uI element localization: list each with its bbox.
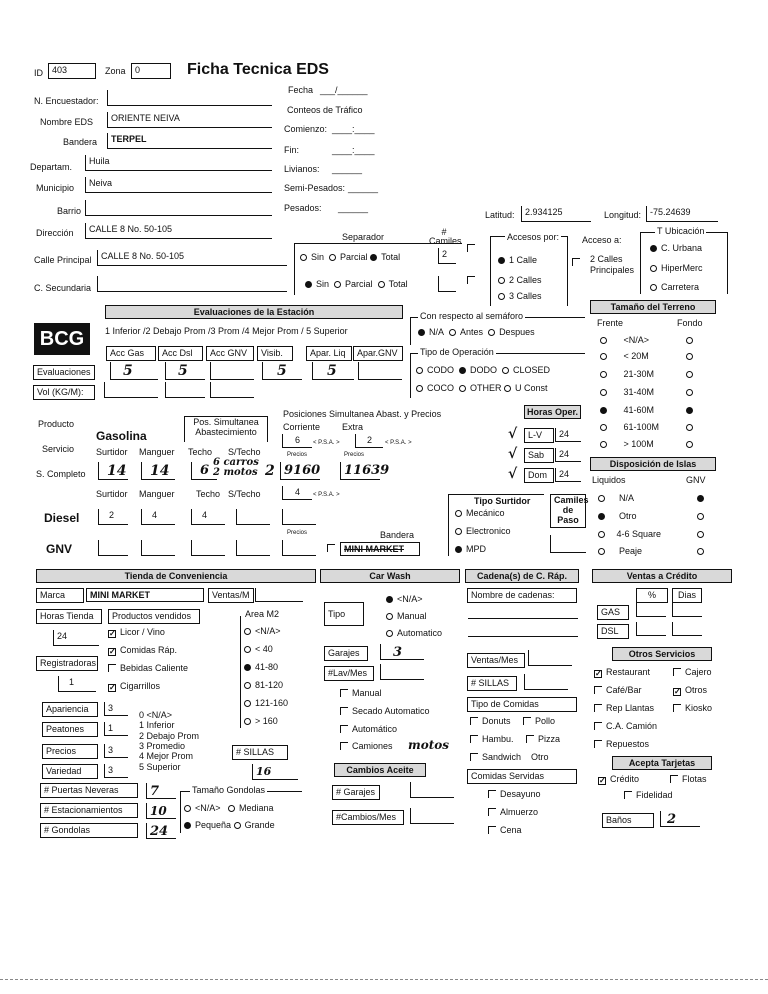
acceso-a-label: Acceso a:	[582, 235, 622, 245]
registradoras-field[interactable]: 1	[58, 676, 96, 692]
acceso-3calles[interactable]: 3 Calles	[498, 292, 542, 301]
camiles-field[interactable]: 2	[438, 248, 456, 264]
marca-field[interactable]: MINI MARKET	[86, 588, 204, 602]
camiles-paso-field[interactable]	[550, 535, 586, 553]
gnv-label: GNV	[46, 542, 73, 556]
area-120[interactable]: 81-120	[244, 681, 283, 690]
tipo-row3: Sandwich Otro	[470, 753, 549, 762]
cw-na[interactable]: <N/A>	[386, 595, 423, 604]
fecha-label: Fecha	[288, 85, 314, 95]
fin-field[interactable]: ____:____	[332, 145, 375, 155]
latitud-label: Latitud:	[485, 210, 515, 220]
horas-tienda-field[interactable]: 24	[53, 630, 99, 646]
terreno-row-5[interactable]: 61-100M	[600, 423, 659, 432]
area-na[interactable]: <N/A>	[244, 627, 281, 636]
extra-field[interactable]: 2	[355, 434, 383, 448]
semaforo-antes[interactable]	[449, 329, 456, 336]
terreno-title: Tamaño del Terreno	[590, 300, 716, 314]
bcg-logo: BCG	[34, 323, 90, 355]
islas-gnv-2[interactable]	[697, 530, 708, 539]
departamento-label: Departam.	[30, 162, 73, 172]
psa-1: < P.S.A. >	[313, 440, 340, 446]
dsl-manguer[interactable]: 4	[141, 509, 175, 525]
nombre-eds-field[interactable]: ORIENTE NEIVA	[107, 112, 272, 128]
fondo-radio-5[interactable]	[686, 423, 697, 432]
estacionamientos-field[interactable]: 10	[146, 803, 176, 819]
pos-title: Posiciones Simultanea Abast. y Precios	[283, 409, 442, 419]
gond-mediana[interactable]	[228, 805, 235, 812]
gondolas-label: # Gondolas	[40, 823, 138, 838]
credito-dsl-dias[interactable]	[672, 622, 702, 636]
id-field[interactable]: 403	[48, 63, 96, 79]
srv-repuestos[interactable]: Repuestos	[594, 740, 649, 749]
encuestador-field[interactable]	[107, 90, 272, 106]
area-gt160[interactable]: > 160	[244, 717, 278, 726]
carwash-garajes-field[interactable]: 3	[380, 644, 424, 660]
semipesados-label: Semi-Pesados:	[284, 183, 346, 193]
carwash-title: Car Wash	[320, 569, 460, 583]
cadenas-line-1	[468, 618, 578, 619]
dsl-stecho[interactable]	[236, 509, 270, 525]
zona-field[interactable]: 0	[131, 63, 171, 79]
vol-field-2[interactable]	[165, 382, 205, 398]
srv-cajero[interactable]: Cajero	[673, 668, 712, 677]
srv-restaurant[interactable]: ✓ Restaurant	[595, 667, 651, 678]
sin-radio[interactable]	[300, 254, 307, 261]
comienzo-field[interactable]: ____:____	[332, 124, 375, 134]
credito-dias-label: Dias	[672, 588, 702, 603]
barrio-field[interactable]	[85, 200, 272, 216]
camiles-paso-label: Camiles de Paso	[550, 494, 586, 528]
islas-gnv-1[interactable]	[697, 512, 708, 521]
ubicacion-carretera[interactable]: Carretera	[650, 283, 699, 292]
departamento-field[interactable]: Huila	[85, 155, 272, 171]
sillas-field[interactable]: 16	[252, 764, 298, 780]
apariencia-field[interactable]: 3	[104, 702, 128, 716]
carwash-garajes-label: Garajes	[324, 646, 368, 661]
precios-label-1: Precios	[287, 452, 308, 458]
nombre-eds-label: Nombre EDS	[40, 117, 94, 127]
municipio-field[interactable]: Neiva	[85, 177, 272, 193]
camiles-label: # Camiles	[429, 227, 462, 246]
dsl-psa-field[interactable]: 4	[282, 486, 312, 500]
fondo-radio-2[interactable]	[686, 370, 697, 379]
calle-principal-label: Calle Principal	[34, 255, 92, 265]
credito-title: Ventas a Crédito	[592, 569, 732, 583]
col-acc-gnv: Acc GNV	[206, 346, 254, 361]
vol-field-3[interactable]	[210, 382, 254, 398]
credito-dsl-pct[interactable]	[636, 622, 666, 636]
lav-mes-label: #Lav/Mes	[324, 666, 374, 681]
direccion-field[interactable]: CALLE 8 No. 50-105	[85, 223, 272, 239]
tipo-row2: Hambu. Pizza	[470, 735, 560, 744]
col-apar-liq: Apar. Liq	[306, 346, 352, 361]
prod-licor[interactable]: ✓ Licor / Vino	[109, 627, 165, 638]
fondo-radio-4[interactable]	[686, 406, 697, 415]
islas-peaje[interactable]: Peaje	[598, 547, 642, 556]
horas-sab-field[interactable]: 24	[555, 448, 581, 462]
check-mark-sab: √	[508, 446, 518, 462]
fin-label: Fin:	[284, 145, 300, 155]
op-row1: CODO DODO CLOSED	[416, 366, 550, 375]
cadena-title: Cadena(s) de C. Ráp.	[465, 569, 579, 583]
cadena-ventas-field[interactable]	[528, 650, 572, 666]
tarjeta-credito[interactable]: ✓ Crédito	[599, 774, 640, 785]
area-40[interactable]: < 40	[244, 645, 273, 654]
area-80[interactable]: 41-80	[244, 663, 278, 672]
credito-dsl-label: DSL	[597, 624, 629, 639]
bandera-label-2: Bandera	[380, 530, 415, 540]
cadenas-nombre-label: Nombre de cadenas:	[467, 588, 577, 603]
gond-row2: Pequeña Grande	[184, 821, 275, 830]
calle-secundaria-label: C. Secundaria	[34, 283, 92, 293]
tipo-comidas-label: Tipo de Comidas	[467, 697, 577, 712]
total-radio[interactable]	[370, 254, 377, 261]
precios-label-2: Precios	[344, 452, 365, 458]
banos-label: Baños	[602, 813, 654, 828]
gas-techo[interactable]: 6	[191, 462, 217, 480]
gnv-surtidor[interactable]	[98, 540, 128, 556]
zona-label: Zona	[105, 66, 126, 76]
dsl-col-techo: Techo	[196, 489, 221, 499]
gnv-manguer[interactable]	[141, 540, 175, 556]
terreno-row-6[interactable]: > 100M	[600, 440, 654, 449]
principales-check[interactable]	[572, 258, 584, 267]
col-acc-dsl: Acc Dsl	[158, 346, 203, 361]
checkbox-1[interactable]	[467, 244, 479, 253]
vol-label: Vol (KG/M):	[33, 385, 95, 400]
fondo-radio-1[interactable]	[686, 352, 697, 361]
cw-list-automatico[interactable]: Automático	[340, 725, 397, 734]
lav-mes-field[interactable]	[380, 664, 424, 680]
cw-auto[interactable]: Automatico	[386, 629, 442, 638]
islas-gnv-0[interactable]	[697, 494, 708, 503]
latitud-field[interactable]: 2.934125	[521, 206, 591, 222]
eval-acc-gnv[interactable]	[210, 362, 254, 380]
dsl-col-surtidor: Surtidor	[96, 489, 128, 499]
gond-na[interactable]	[184, 805, 191, 812]
ventas-field[interactable]	[255, 588, 303, 602]
srv-cafe[interactable]: Café/Bar	[594, 686, 642, 695]
islas-square[interactable]: 4-6 Square	[598, 530, 661, 539]
cw-list-camiones[interactable]: Camiones	[340, 742, 393, 751]
sep-row2: Sin Parcial Total	[305, 280, 408, 289]
carwash-tipo-label: Tipo	[324, 602, 364, 626]
semaforo-title: Con respecto al semáforo	[420, 311, 524, 321]
comidas-servidas-label: Comidas Servidas	[467, 769, 577, 784]
evaluaciones-title: Evaluaciones de la Estación	[105, 305, 403, 319]
precio-corriente[interactable]: 9160	[280, 462, 320, 480]
gnv-stecho[interactable]	[236, 540, 270, 556]
bandera-field[interactable]: TERPEL	[107, 133, 272, 149]
frente-label: Frente	[597, 318, 624, 328]
livianos-label: Livianos:	[284, 164, 320, 174]
vol-field-1[interactable]	[104, 382, 158, 398]
terreno-row-1[interactable]: < 20M	[600, 352, 649, 361]
acceso-2calles[interactable]: 2 Calles	[498, 276, 542, 285]
producto-label: Producto	[38, 419, 75, 429]
eval-visib[interactable]: 5	[262, 362, 302, 380]
scompleto-label: S. Completo	[36, 469, 86, 479]
semipesados-field[interactable]: ______	[348, 183, 379, 193]
banos-field[interactable]: 2	[660, 811, 700, 827]
gnv-techo[interactable]	[191, 540, 225, 556]
puertas-field[interactable]: 7	[146, 783, 176, 799]
ventas-label: Ventas/M	[208, 588, 254, 603]
almuerzo-check[interactable]: Almuerzo	[488, 808, 538, 817]
credito-gas-label: GAS	[597, 605, 629, 620]
livianos-field[interactable]: ______	[332, 164, 363, 174]
peatones-label: Peatones	[42, 722, 98, 737]
corriente-field[interactable]: 6	[282, 434, 312, 448]
servicio-label: Servicio	[42, 444, 75, 454]
horas-lv-field[interactable]: 24	[555, 428, 581, 442]
horas-tienda-label: Horas Tienda	[36, 609, 102, 624]
estacionamientos-label: # Estacionamientos	[40, 803, 138, 818]
camiles-field-2[interactable]	[438, 276, 456, 292]
page-bottom-line	[0, 979, 768, 980]
cena-check[interactable]: Cena	[488, 826, 522, 835]
terreno-row-2[interactable]: 21-30M	[600, 370, 654, 379]
eval-apar-gnv[interactable]	[358, 362, 402, 380]
mini-check[interactable]	[327, 544, 339, 553]
cadenas-line-2	[468, 636, 578, 637]
gond-grande[interactable]	[234, 822, 241, 829]
col-techo: Techo	[188, 447, 213, 457]
sandwich-check[interactable]	[470, 753, 478, 761]
pesados-label: Pesados:	[284, 203, 322, 213]
pesados-field[interactable]: ______	[338, 203, 369, 213]
pollo-check[interactable]	[523, 717, 531, 725]
gas-handwriting: 6 carros 2 motos	[213, 457, 259, 478]
apariencia-label: Apariencia	[42, 702, 98, 717]
terreno-row-4[interactable]: 41-60M	[600, 406, 654, 415]
accesos-title: Accesos por:	[507, 232, 560, 242]
gnv-precio[interactable]	[282, 540, 316, 556]
cadena-sillas-field[interactable]	[524, 674, 568, 690]
dsl-techo[interactable]: 4	[191, 509, 225, 525]
col-stecho: S/Techo	[228, 447, 261, 457]
horas-dom-label: Dom	[524, 468, 554, 483]
registradoras-label: Registradoras	[36, 656, 98, 671]
islas-gnv-label: GNV	[686, 475, 706, 485]
bandera-mini-field[interactable]: MINI MARKET	[340, 542, 420, 556]
precios-tienda-field[interactable]: 3	[104, 744, 128, 758]
islas-otro[interactable]: Otro	[598, 512, 637, 521]
col-manguer: Manguer	[139, 447, 175, 457]
psa-2: < P.S.A. >	[385, 440, 412, 446]
gas-surtidor[interactable]: 14	[98, 462, 128, 480]
tarjeta-fidelidad[interactable]: Fidelidad	[624, 791, 673, 800]
diesel-label: Diesel	[44, 511, 80, 525]
cadena-ventas-label: Ventas/Mes	[467, 653, 525, 668]
comienzo-label: Comienzo:	[284, 124, 328, 134]
col-surtidor: Surtidor	[96, 447, 128, 457]
col-apar-gnv: Apar.GNV	[353, 346, 403, 361]
cambios-mes-label: #Cambios/Mes	[332, 810, 404, 825]
hambu-check[interactable]	[470, 735, 478, 743]
islas-na[interactable]: N/A	[598, 494, 634, 503]
srv-kiosko[interactable]: Kiosko	[673, 704, 712, 713]
calle-principal-field[interactable]: CALLE 8 No. 50-105	[97, 250, 287, 266]
op-row2: COCO OTHER U Const	[416, 384, 548, 393]
motos-handwriting: motos	[408, 738, 450, 752]
evaluaciones-legend: 1 Inferior /2 Debajo Prom /3 Prom /4 Mejor Prom / 5 Superior	[105, 326, 348, 336]
islas-liq-label: Liquidos	[592, 475, 626, 485]
variedad-label: Variedad	[42, 764, 98, 779]
servicios-title: Otros Servicios	[612, 647, 712, 661]
pizza-check[interactable]	[526, 735, 534, 743]
prod-cigarrillos[interactable]: ✓ Cigarrillos	[109, 681, 161, 692]
horas-sab-label: Sab	[524, 448, 554, 463]
srv-llantas[interactable]: Rep Llantas	[594, 704, 654, 713]
variedad-field[interactable]: 3	[104, 764, 128, 778]
gondolas-field[interactable]: 24	[146, 823, 176, 839]
fondo-radio-6[interactable]	[686, 440, 697, 449]
tipo-row1: Donuts Pollo	[470, 717, 555, 726]
gasolina-label: Gasolina	[96, 429, 147, 443]
pos-sim-box: Pos. Simultanea Abastecimiento	[184, 416, 268, 442]
acceso-1calle[interactable]: 1 Calle	[498, 256, 537, 265]
dsl-precios-label: Precios	[287, 530, 308, 536]
trafico-title: Conteos de Tráfico	[287, 105, 363, 115]
islas-gnv-3[interactable]	[697, 547, 708, 556]
separador-title: Separador	[342, 232, 385, 242]
page-title: Ficha Tecnica EDS	[187, 61, 329, 78]
srv-otros[interactable]: ✓ Otros	[674, 685, 708, 696]
ubicacion-title: T Ubicación	[657, 226, 705, 236]
col-visib: Visib.	[257, 346, 293, 361]
srv-camion[interactable]: C.A. Camión	[594, 722, 657, 731]
cw-list-secado[interactable]: Secado Automatico	[340, 707, 430, 716]
dsl-psa: < P.S.A. >	[313, 492, 340, 498]
horas-title: Horas Oper.	[524, 405, 581, 419]
check-mark-lv: √	[508, 426, 518, 442]
peatones-field[interactable]: 1	[104, 722, 128, 736]
bandera-label: Bandera	[63, 137, 98, 147]
dsl-col-stecho: S/Techo	[228, 489, 261, 499]
id-label: ID	[34, 68, 43, 78]
credito-gas-pct[interactable]	[636, 603, 666, 617]
productos-label: Productos vendidos	[108, 609, 200, 624]
eval-acc-dsl[interactable]: 5	[165, 362, 205, 380]
precios-tienda-label: Precios	[42, 744, 98, 759]
ubicacion-urbana[interactable]: C. Urbana	[650, 244, 702, 253]
desayuno-check[interactable]: Desayuno	[488, 790, 541, 799]
cadena-sillas-label: # SILLAS	[467, 676, 517, 691]
dsl-surtidor[interactable]: 2	[98, 509, 128, 525]
prod-bebidas[interactable]: Bebidas Caliente	[108, 664, 188, 673]
operacion-title: Tipo de Operación	[420, 347, 494, 357]
check-mark-dom: √	[508, 466, 518, 482]
semaforo-options: N/A Antes Despues	[418, 328, 535, 337]
horas-dom-field[interactable]: 24	[555, 468, 581, 482]
sillas-label: # SILLAS	[232, 745, 288, 760]
marca-label: Marca	[36, 588, 84, 603]
surtidor-title: Tipo Surtidor	[474, 496, 531, 506]
credito-gas-dias[interactable]	[672, 603, 702, 617]
gond-row1: <N/A> Mediana	[184, 804, 274, 813]
corriente-label: Corriente	[283, 422, 321, 432]
barrio-label: Barrio	[57, 206, 82, 216]
cw-list-manual[interactable]: Manual	[340, 689, 382, 698]
fondo-label: Fondo	[677, 318, 703, 328]
terreno-row-3[interactable]: 31-40M	[600, 388, 654, 397]
eval-apar-liq[interactable]: 5	[312, 362, 354, 380]
dsl-precio[interactable]	[282, 509, 316, 525]
evaluaciones-row-label: Evaluaciones	[33, 365, 95, 380]
cambios-mes-field[interactable]	[410, 808, 454, 824]
sin2-radio[interactable]	[305, 281, 312, 288]
gondolas-size-title: Tamaño Gondolas	[192, 785, 266, 795]
gond-pequena[interactable]	[184, 822, 191, 829]
fecha-field[interactable]: ___/______	[320, 85, 368, 95]
col-acc-gas: Acc Gas	[106, 346, 156, 361]
encuestador-label: N. Encuestador:	[34, 96, 99, 106]
dsl-col-manguer: Manguer	[139, 489, 175, 499]
cw-manual[interactable]: Manual	[386, 612, 427, 621]
ubicacion-hipermerc[interactable]: HiperMerc	[650, 264, 703, 273]
surtidor-electronico[interactable]: Electronico	[455, 527, 511, 536]
surtidor-mpd[interactable]: MPD	[455, 545, 486, 554]
fondo-radio-0[interactable]	[686, 336, 697, 345]
rating-scale: 0 <N/A> 1 Inferior 2 Debajo Prom 3 Promedio 4 Mejor Prom 5 Superior	[139, 710, 200, 772]
semaforo-despues[interactable]	[488, 329, 495, 336]
tienda-title: Tienda de Conveniencia	[36, 569, 316, 583]
calle-secundaria-field[interactable]	[97, 276, 287, 292]
islas-title: Disposición de Islas	[590, 457, 716, 471]
longitud-field[interactable]: -75.24639	[646, 206, 718, 222]
dos-calles-label: 2 Calles	[590, 254, 623, 264]
aceite-garajes-label: # Garajes	[332, 785, 380, 800]
semaforo-na[interactable]	[418, 329, 425, 336]
prod-comidas[interactable]: ✓ Comidas Ráp.	[109, 645, 178, 656]
longitud-label: Longitud:	[604, 210, 642, 220]
area-divider	[240, 616, 241, 728]
horas-lv-label: L-V	[524, 428, 554, 443]
sep-row1: Sin Parcial Total	[300, 253, 400, 262]
donuts-check[interactable]	[470, 717, 478, 725]
area-160[interactable]: 121-160	[244, 699, 288, 708]
aceite-garajes-field[interactable]	[410, 782, 454, 798]
extra-label: Extra	[342, 422, 364, 432]
fondo-radio-3[interactable]	[686, 388, 697, 397]
tarjeta-flotas[interactable]: Flotas	[670, 775, 707, 784]
direccion-label: Dirección	[36, 228, 74, 238]
eval-acc-gas[interactable]: 5	[110, 362, 158, 380]
terreno-row-0[interactable]: <N/A>	[600, 336, 649, 345]
principales-label: Principales	[590, 265, 635, 275]
precio-extra[interactable]: 11639	[340, 462, 380, 480]
municipio-label: Municipio	[36, 183, 75, 193]
credito-pct-label: %	[636, 588, 668, 603]
gas-manguer[interactable]: 14	[141, 462, 175, 480]
checkbox-2[interactable]	[467, 276, 479, 285]
puertas-label: # Puertas Neveras	[40, 783, 138, 798]
surtidor-mecanico[interactable]: Mecánico	[455, 509, 505, 518]
aceite-title: Cambios Aceite	[334, 763, 426, 777]
tarjetas-title: Acepta Tarjetas	[612, 756, 712, 770]
gas-stecho[interactable]: 2	[262, 462, 278, 480]
area-label: Area M2	[245, 609, 280, 619]
